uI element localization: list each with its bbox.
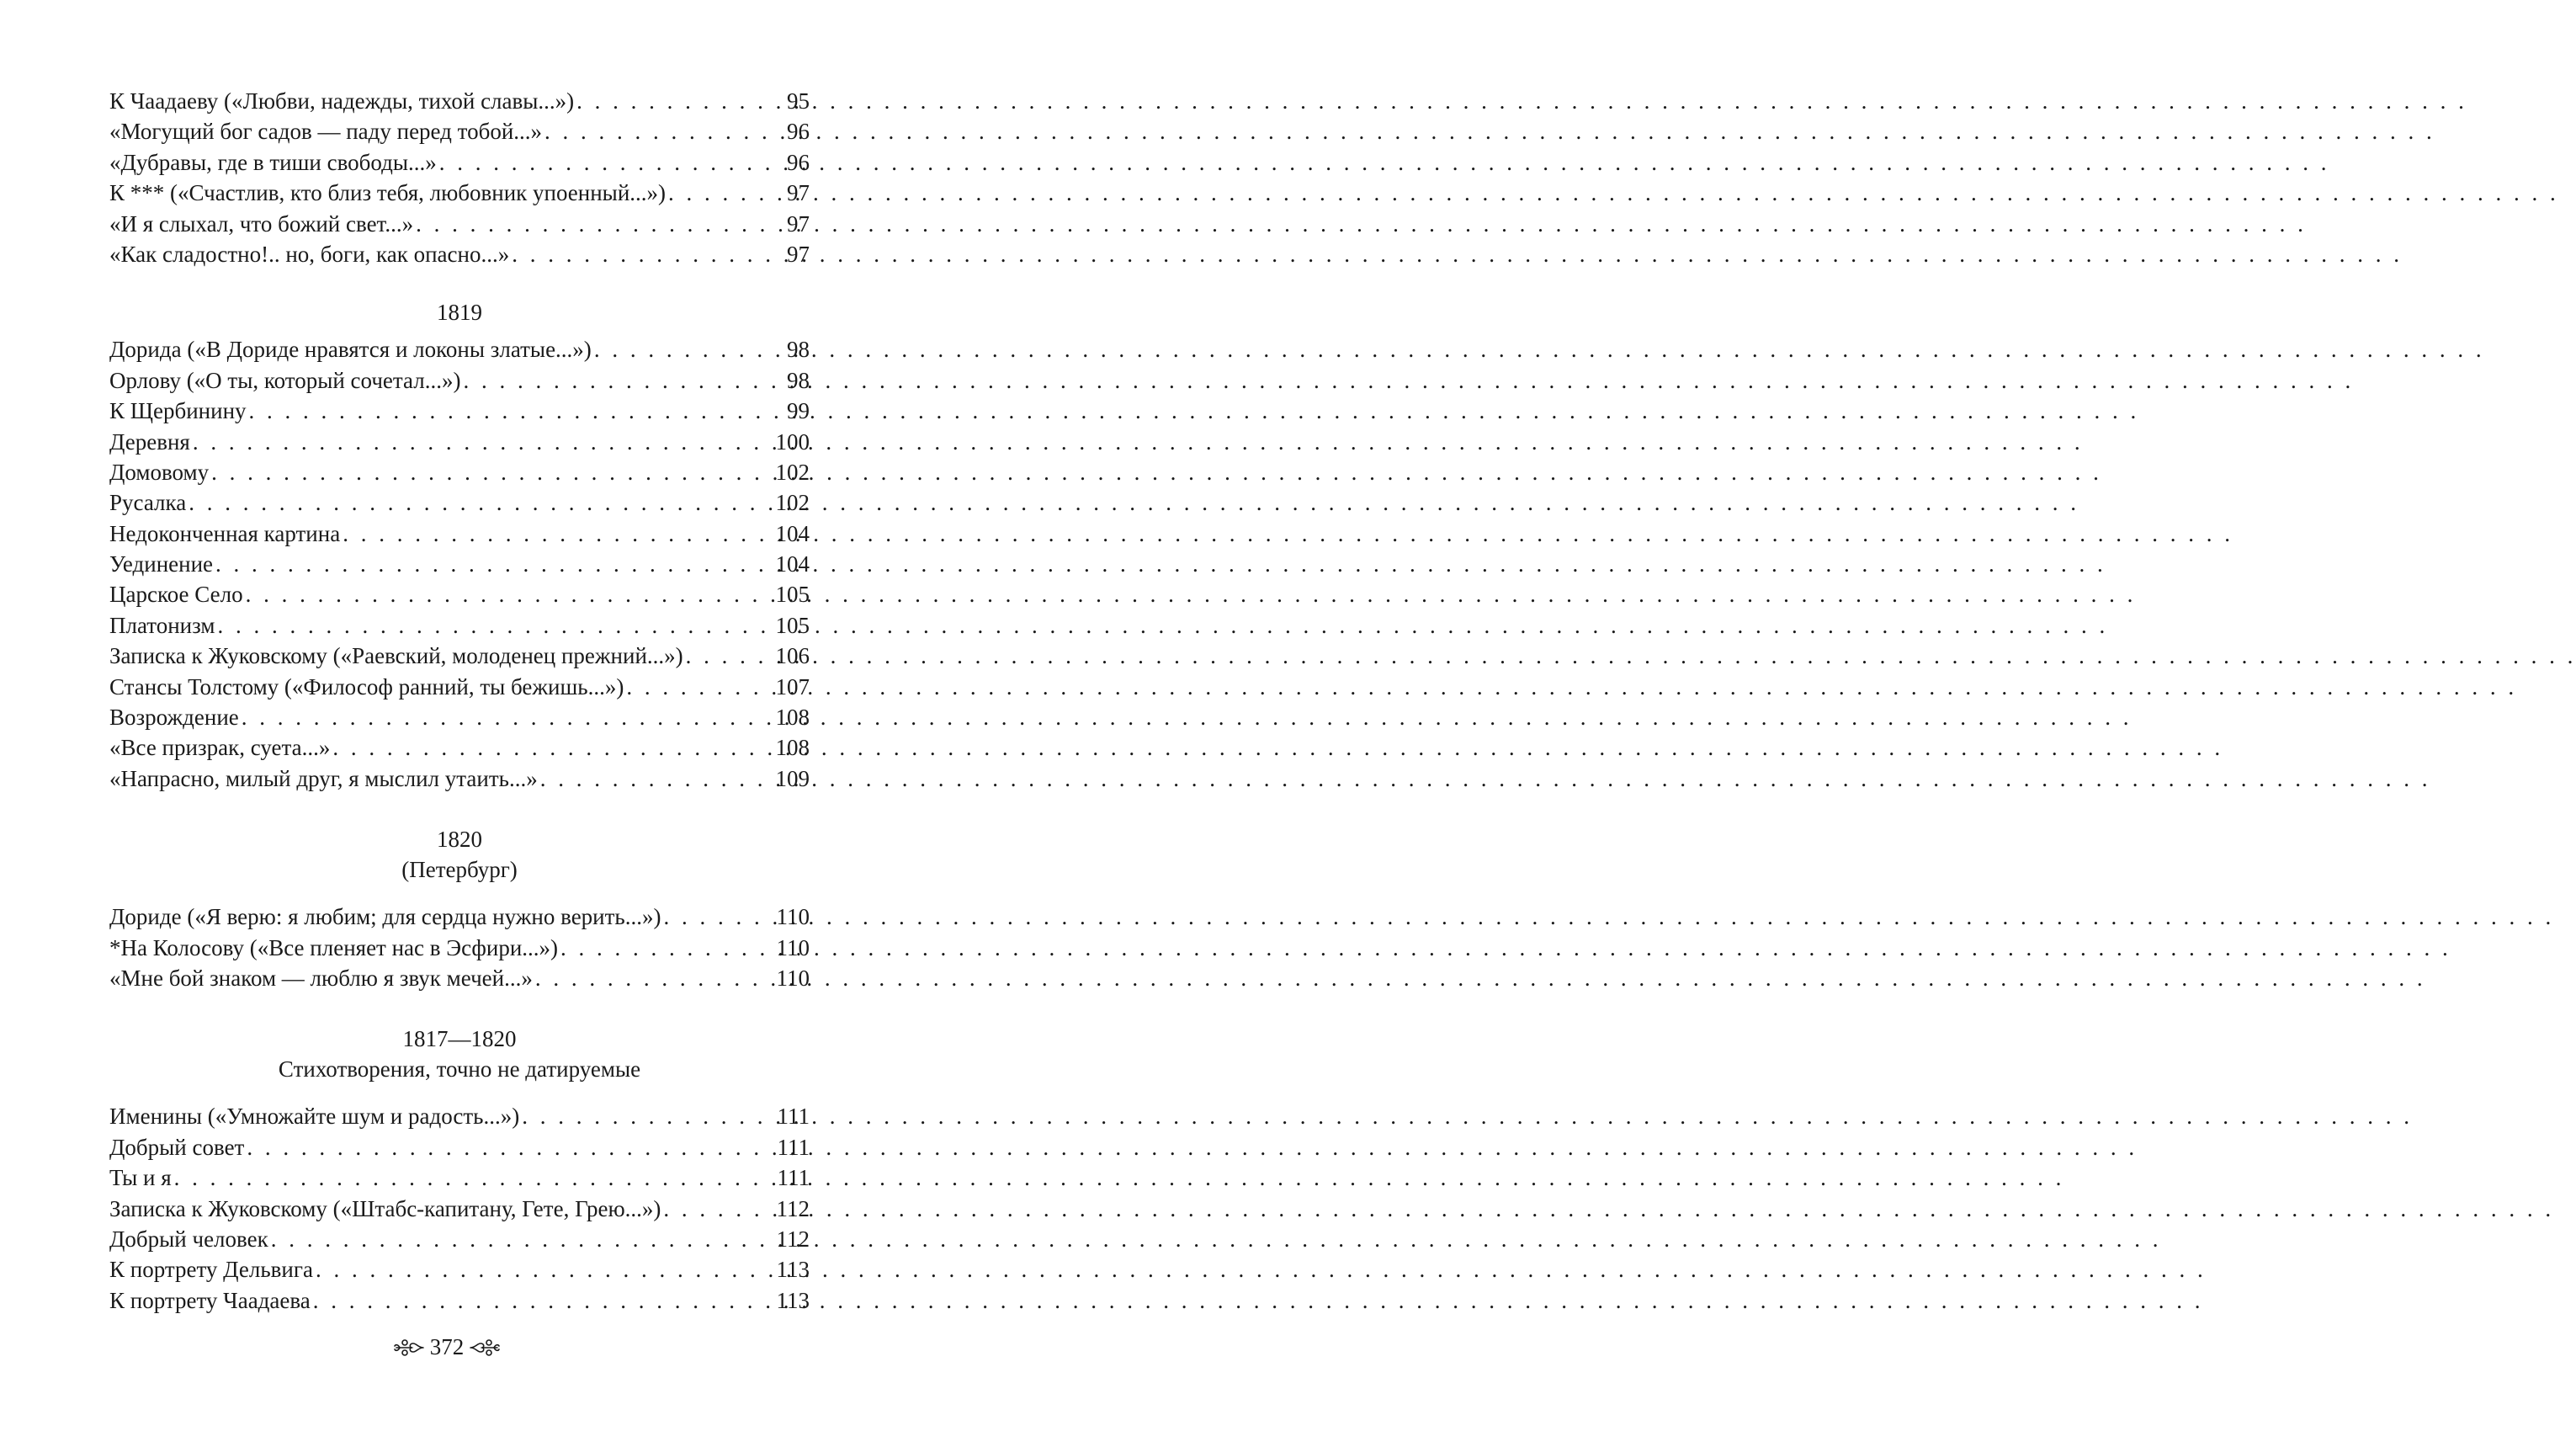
toc-entry[interactable] <box>109 86 810 116</box>
entry-title: Записка к Жуковскому («Раевский, молоденец прежний...») <box>109 643 683 669</box>
entry-page-number: 102 <box>775 490 810 516</box>
entry-title: К *** («Счастлив, кто близ тебя, любовник упоенный...») <box>109 180 667 206</box>
section-subheading: Стихотворения, точно не датируемые <box>278 1056 641 1083</box>
entry-page-number: 107 <box>775 673 810 700</box>
entry-title: «Как сладостно!.. но, боги, как опасно...» <box>109 241 510 267</box>
entry-title: Именины («Умножайте шум и радость...») <box>109 1104 520 1130</box>
entry-title: К портрету Дельвига <box>109 1257 313 1283</box>
entry-page-number: 111 <box>777 1165 810 1191</box>
toc-entry[interactable] <box>109 519 810 549</box>
entry-page-number: 96 <box>787 149 810 175</box>
fleuron-icon <box>469 1337 501 1359</box>
dot-leader <box>311 1285 777 1316</box>
entry-title: Русалка <box>109 490 187 516</box>
entry-title: К Чаадаеву («Любви, надежды, тихой славы...») <box>109 88 575 114</box>
entry-title: *На Колосову («Все пленяет нас в Эсфири...») <box>109 934 559 960</box>
entry-page-number: 112 <box>776 1195 810 1221</box>
toc-entry[interactable] <box>109 1162 810 1193</box>
entry-title: Царское Село <box>109 582 243 608</box>
entry-title: Домовому <box>109 459 210 485</box>
dot-leader <box>683 641 776 671</box>
toc-entry[interactable] <box>109 487 810 518</box>
section-subheading: (Петербург) <box>401 857 518 883</box>
entry-page-number: 104 <box>775 551 810 577</box>
dot-leader <box>437 147 787 178</box>
toc-entry[interactable] <box>109 1132 810 1162</box>
dot-leader <box>313 1254 777 1285</box>
entry-page-number: 97 <box>787 210 810 237</box>
entry-title: Возрождение <box>109 705 239 731</box>
toc-entry[interactable] <box>109 579 810 609</box>
entry-title: Уединение <box>109 551 214 577</box>
entry-page-number: 110 <box>776 965 810 991</box>
entry-title: «Напрасно, милый друг, я мыслил утаить...» <box>109 765 538 791</box>
entry-page-number: 102 <box>775 459 810 485</box>
dot-leader <box>542 116 787 146</box>
page-footer <box>0 1334 894 1360</box>
entry-title: «Могущий бог садов — паду перед тобой...» <box>109 119 543 145</box>
dot-leader <box>213 549 775 579</box>
dot-leader <box>186 487 775 518</box>
entry-page-number: 100 <box>775 428 810 455</box>
toc-entry[interactable] <box>109 933 810 963</box>
entry-title: Добрый человек <box>109 1226 268 1252</box>
entry-page-number: 108 <box>775 735 810 761</box>
dot-leader <box>533 963 777 993</box>
entry-title: К портрету Чаадаева <box>109 1287 311 1313</box>
entry-page-number: 111 <box>777 1104 810 1130</box>
toc-entry[interactable] <box>109 763 810 794</box>
dot-leader <box>592 334 787 364</box>
toc-entry[interactable] <box>109 610 810 641</box>
toc-entry[interactable] <box>109 239 810 269</box>
section-heading: 1819 <box>437 300 482 326</box>
entry-title: Дориде («Я верю: я любим; для сердца нужно верить...») <box>109 904 661 930</box>
dot-leader <box>666 178 787 208</box>
entry-page-number: 110 <box>776 904 810 930</box>
toc-entry[interactable] <box>109 178 810 208</box>
dot-leader <box>538 763 776 794</box>
page-number: 372 <box>429 1334 465 1359</box>
toc-entry[interactable] <box>109 1194 810 1224</box>
entry-page-number: 98 <box>787 367 810 393</box>
dot-leader <box>244 1132 777 1162</box>
entry-page-number: 112 <box>776 1226 810 1252</box>
dot-leader <box>519 1101 777 1131</box>
entry-page-number: 113 <box>776 1257 810 1283</box>
entry-page-number: 97 <box>787 180 810 206</box>
table-of-contents <box>109 86 810 1316</box>
dot-leader <box>340 519 775 549</box>
toc-entry[interactable] <box>109 365 810 396</box>
entry-title: Дорида («В Дориде нравятся и локоны златые...») <box>109 337 592 363</box>
toc-entry[interactable] <box>109 209 810 239</box>
entry-page-number: 98 <box>787 337 810 363</box>
toc-entry[interactable] <box>109 1101 810 1131</box>
entry-page-number: 109 <box>775 765 810 791</box>
book-page <box>0 0 894 1431</box>
dot-leader <box>215 610 775 641</box>
dot-leader <box>661 1194 776 1224</box>
entry-title: Ты и я <box>109 1165 172 1191</box>
entry-title: «Все призрак, суета...» <box>109 735 331 761</box>
toc-entry[interactable] <box>109 116 810 146</box>
dot-leader <box>661 902 777 932</box>
section-heading: 1817—1820 <box>402 1026 517 1052</box>
entry-title: Деревня <box>109 428 190 455</box>
dot-leader <box>330 732 775 763</box>
dot-leader <box>190 427 776 457</box>
entry-page-number: 105 <box>775 612 810 638</box>
toc-entry[interactable] <box>109 672 810 702</box>
entry-page-number: 104 <box>775 520 810 546</box>
dot-leader <box>172 1162 778 1193</box>
dot-leader <box>558 933 776 963</box>
entry-title: «Мне бой знаком — люблю я звук мечей...» <box>109 965 533 991</box>
dot-leader <box>413 209 787 239</box>
dot-leader <box>247 396 787 426</box>
entry-page-number: 110 <box>776 934 810 960</box>
entry-page-number: 96 <box>787 119 810 145</box>
entry-title: Добрый совет <box>109 1134 245 1160</box>
entry-page-number: 95 <box>787 88 810 114</box>
dot-leader <box>268 1224 777 1254</box>
dot-leader <box>509 239 787 269</box>
entry-title: К Щербинину <box>109 398 247 424</box>
dot-leader <box>209 457 775 487</box>
toc-entry[interactable] <box>109 1254 810 1285</box>
toc-entry[interactable] <box>109 963 810 993</box>
dot-leader <box>243 579 776 609</box>
entry-page-number: 108 <box>775 705 810 731</box>
entry-page-number: 111 <box>777 1134 810 1160</box>
entry-page-number: 99 <box>787 398 810 424</box>
section-heading: 1820 <box>437 827 482 853</box>
dot-leader <box>624 672 775 702</box>
entry-page-number: 106 <box>775 643 810 669</box>
toc-entry[interactable] <box>109 427 810 457</box>
entry-page-number: 105 <box>775 582 810 608</box>
toc-entry[interactable] <box>109 1224 810 1254</box>
dot-leader <box>574 86 787 116</box>
fleuron-icon <box>393 1337 425 1359</box>
toc-entry[interactable] <box>109 702 810 732</box>
entry-title: Недоконченная картина <box>109 520 341 546</box>
entry-page-number: 97 <box>787 241 810 267</box>
entry-title: «Дубравы, где в тиши свободы...» <box>109 149 437 175</box>
toc-entry[interactable] <box>109 902 810 932</box>
dot-leader <box>460 365 787 396</box>
entry-title: Записка к Жуковскому («Штабс-капитану, Гете, Грею...») <box>109 1195 661 1221</box>
toc-entry[interactable] <box>109 732 810 763</box>
toc-entry[interactable] <box>109 334 810 364</box>
entry-page-number: 113 <box>776 1287 810 1313</box>
toc-entry[interactable] <box>109 1285 810 1316</box>
entry-title: Платонизм <box>109 612 215 638</box>
toc-entry[interactable] <box>109 396 810 426</box>
toc-entry[interactable] <box>109 641 810 671</box>
entry-title: Стансы Толстому («Философ ранний, ты бежишь...») <box>109 673 624 700</box>
entry-title: «И я слыхал, что божий свет...» <box>109 210 414 237</box>
toc-entry[interactable] <box>109 549 810 579</box>
entry-title: Орлову («О ты, который сочетал...») <box>109 367 461 393</box>
toc-entry[interactable] <box>109 457 810 487</box>
dot-leader <box>239 702 776 732</box>
toc-entry[interactable] <box>109 147 810 178</box>
